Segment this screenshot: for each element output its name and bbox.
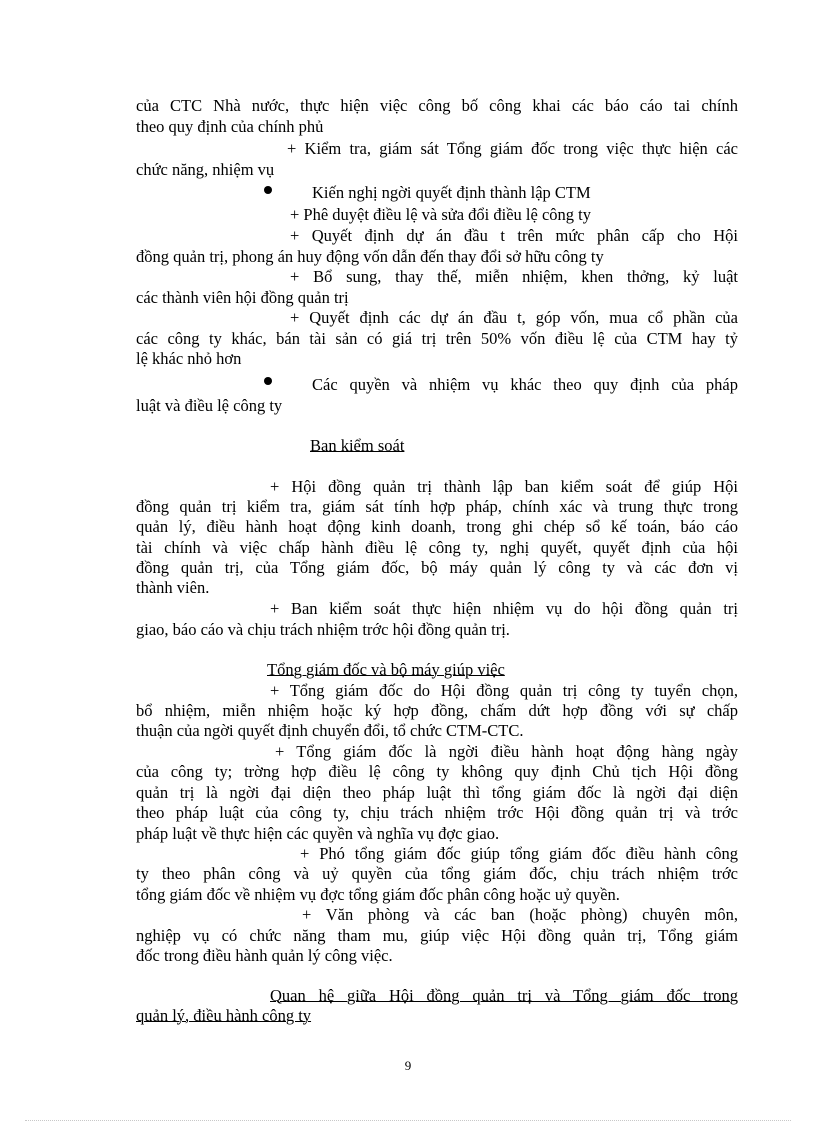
bullet-item: Kiến nghị ngời quyết định thành lập CTM xyxy=(312,183,591,202)
paragraph-line: lệ khác nhỏ hơn xyxy=(136,349,242,368)
paragraph-line: + Tổng giám đốc là ngời điều hành hoạt động hàng ngày xyxy=(275,742,738,761)
paragraph-line: của CTC Nhà nước, thực hiện việc công bố công khai các báo cáo tai chính xyxy=(136,96,738,115)
paragraph-line: chức năng, nhiệm vụ xyxy=(136,160,275,179)
page-number: 9 xyxy=(404,1058,412,1073)
paragraph-line: + Tổng giám đốc do Hội đồng quản trị công ty tuyển chọn, xyxy=(270,681,738,700)
paragraph-line: các công ty khác, bán tài sản có giá trị trên 50% vốn điều lệ của CTM hay tỷ xyxy=(136,329,738,348)
paragraph-line: nghiệp vụ có chức năng tham mu, giúp việc Hội đồng quản trị, Tổng giám xyxy=(136,926,738,945)
paragraph-line: giao, báo cáo và chịu trách nhiệm trớc hội đồng quản trị. xyxy=(136,620,510,639)
paragraph-line: + Phê duyệt điều lệ và sửa đổi điều lệ công ty xyxy=(290,205,591,224)
paragraph-line: + Bổ sung, thay thế, miễn nhiệm, khen thởng, kỷ luật xyxy=(290,267,738,286)
paragraph-line: ty theo phân công và uỷ quyền của tổng giám đốc, chịu trách nhiệm trớc xyxy=(136,864,738,883)
paragraph-line: luật và điều lệ công ty xyxy=(136,396,283,415)
paragraph-line: của công ty; trờng hợp điều lệ công ty không quy định Chủ tịch Hội đồng xyxy=(136,762,738,781)
paragraph-line: đồng quản trị kiểm tra, giám sát tính hợp pháp, chính xác và trung thực trong xyxy=(136,497,738,516)
section-heading: Quan hệ giữa Hội đồng quản trị và Tổng giám đốc trong xyxy=(270,986,738,1005)
section-heading: Tổng giám đốc và bộ máy giúp việc xyxy=(267,660,505,679)
paragraph-line: đốc trong điều hành quản lý công việc. xyxy=(136,946,393,965)
paragraph-line: + Quyết định dự án đầu t trên mức phân cấp cho Hội xyxy=(290,226,738,245)
paragraph-line: quản trị là ngời đại diện theo pháp luật thì tổng giám đốc là ngời đại diện xyxy=(136,783,738,802)
paragraph-line: + Quyết định các dự án đầu t, góp vốn, mua cổ phần của xyxy=(290,308,738,327)
bullet-item: Các quyền và nhiệm vụ khác theo quy định của pháp xyxy=(312,375,738,394)
section-heading: quản lý, điều hành công ty xyxy=(136,1006,312,1025)
section-heading: Ban kiểm soát xyxy=(310,436,405,455)
paragraph-line: + Văn phòng và các ban (hoặc phòng) chuyên môn, xyxy=(302,905,738,924)
page-bottom-divider xyxy=(25,1120,791,1121)
paragraph-line: + Phó tổng giám đốc giúp tổng giám đốc điều hành công xyxy=(300,844,738,863)
paragraph-line: thành viên. xyxy=(136,578,210,597)
paragraph-line: thuận của ngời quyết định chuyển đổi, tổ chức CTM-CTC. xyxy=(136,721,524,740)
paragraph-line: các thành viên hội đồng quản trị xyxy=(136,288,349,307)
bullet-icon xyxy=(264,186,272,194)
paragraph-line: + Hội đồng quản trị thành lập ban kiểm soát để giúp Hội xyxy=(270,477,738,496)
bullet-icon xyxy=(264,377,272,385)
paragraph-line: + Ban kiểm soát thực hiện nhiệm vụ do hội đồng quản trị xyxy=(270,599,738,618)
paragraph-line: đồng quản trị, của Tổng giám đốc, bộ máy quản lý công ty và các đơn vị xyxy=(136,558,738,577)
paragraph-line: pháp luật về thực hiện các quyền và nghĩa vụ đợc giao. xyxy=(136,824,500,843)
paragraph-line: theo quy định của chính phủ xyxy=(136,117,324,136)
paragraph-line: tài chính và việc chấp hành điều lệ công ty, nghị quyết, quyết định của hội xyxy=(136,538,738,557)
paragraph-line: tổng giám đốc về nhiệm vụ đợc tổng giám đốc phân công hoặc uỷ quyền. xyxy=(136,885,620,904)
paragraph-line: + Kiểm tra, giám sát Tổng giám đốc trong việc thực hiện các xyxy=(287,139,738,158)
paragraph-line: theo pháp luật của công ty, chịu trách nhiệm trớc Hội đồng quản trị và trớc xyxy=(136,803,738,822)
paragraph-line: bổ nhiệm, miễn nhiệm hoặc ký hợp đồng, chấm dứt hợp đồng với sự chấp xyxy=(136,701,738,720)
paragraph-line: đồng quản trị, phong án huy động vốn dẫn đến thay đổi sở hữu công ty xyxy=(136,247,604,266)
paragraph-line: quản lý, điều hành hoạt động kinh doanh, trong ghi chép sổ kế toán, báo cáo xyxy=(136,517,738,536)
